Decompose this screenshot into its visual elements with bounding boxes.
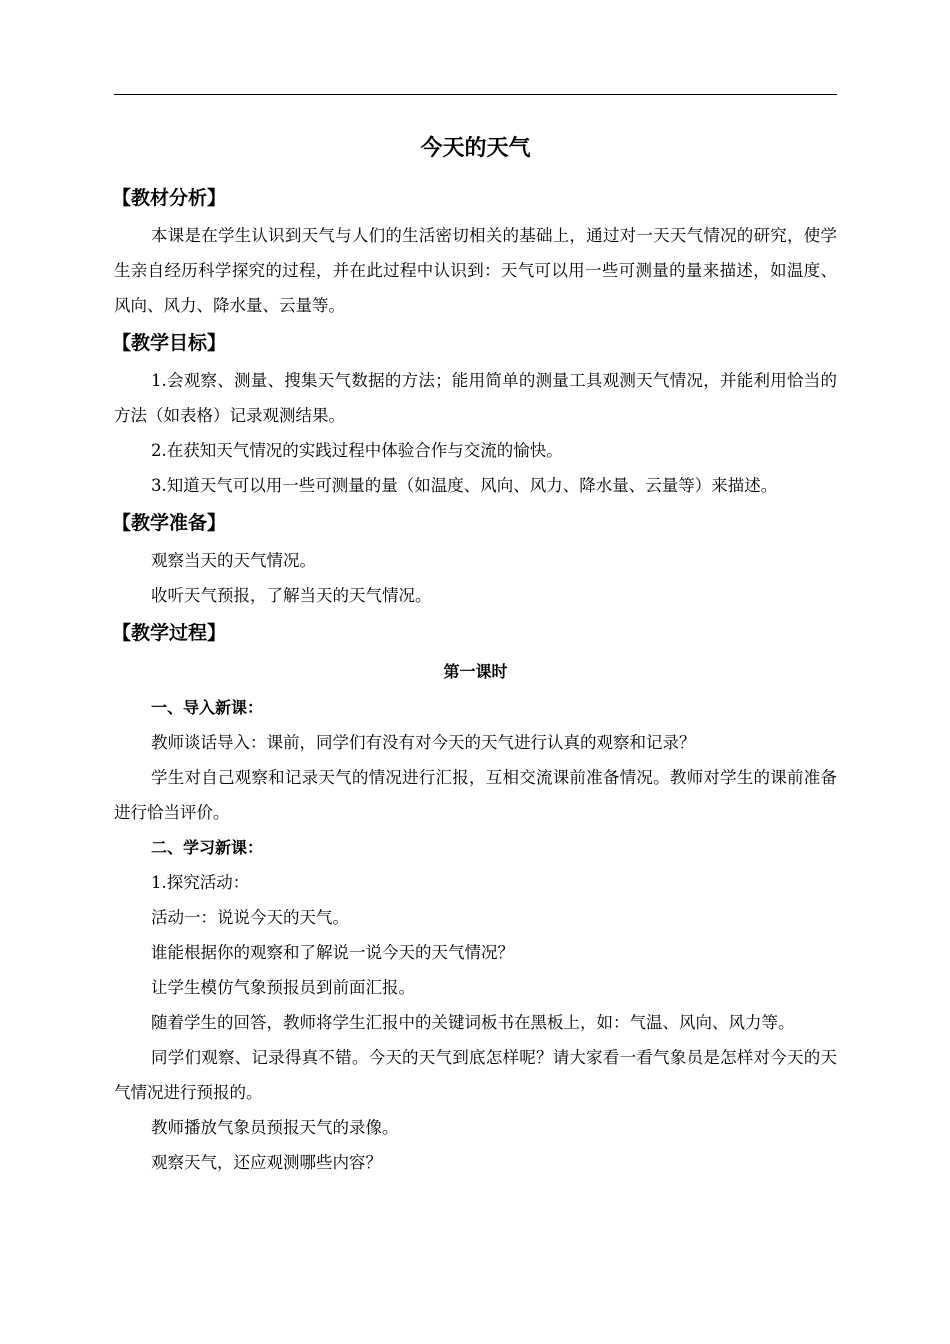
paragraph: 随着学生的回答，教师将学生汇报中的关键词板书在黑板上，如：气温、风向、风力等。 [151, 1013, 795, 1032]
section-heading-goals: 【教学目标】 [112, 332, 227, 354]
document-body [114, 178, 837, 1180]
paragraph: 谁能根据你的观察和了解说一说今天的天气情况？ [151, 943, 514, 962]
paragraph: 3.知道天气可以用一些可测量的量（如温度、风向、风力、降水量、云量等）来描述。 [151, 476, 778, 495]
paragraph: 学生对自己观察和记录天气的情况进行汇报，互相交流课前准备情况。教师对学生的课前准备进行恰当评价。 [114, 768, 837, 822]
paragraph: 活动一：说说今天的天气。 [151, 908, 349, 927]
page-title: 今天的天气 [420, 136, 531, 161]
paragraph: 2.在获知天气情况的实践过程中体验合作与交流的愉快。 [151, 441, 563, 460]
section-heading-preparation: 【教学准备】 [112, 512, 227, 534]
paragraph: 本课是在学生认识到天气与人们的生活密切相关的基础上，通过对一天天气情况的研究，使学生亲自经历科学探究的过程，并在此过程中认识到：天气可以用一些可测量的量来描述，如温度、风向、风力、降水量、云量等。 [114, 226, 837, 315]
paragraph: 同学们观察、记录得真不错。今天的天气到底怎样呢？请大家看一看气象员是怎样对今天的天气情况进行预报的。 [114, 1048, 837, 1102]
paragraph: 教师播放气象员预报天气的录像。 [151, 1118, 399, 1137]
paragraph: 观察当天的天气情况。 [151, 551, 316, 570]
paragraph: 观察天气，还应观测哪些内容？ [151, 1153, 382, 1172]
paragraph: 1.会观察、测量、搜集天气数据的方法；能用简单的测量工具观测天气情况，并能利用恰当的方法（如表格）记录观测结果。 [114, 371, 837, 425]
paragraph: 收听天气预报，了解当天的天气情况。 [151, 586, 432, 605]
paragraph: 教师谈话导入：课前，同学们有没有对今天的天气进行认真的观察和记录？ [151, 733, 696, 752]
paragraph: 让学生模仿气象预报员到前面汇报。 [151, 978, 415, 997]
section-heading-analysis: 【教材分析】 [112, 187, 227, 209]
header-rule [114, 94, 837, 95]
subheading-intro: 一、导入新课： [151, 698, 264, 717]
paragraph: 1.探究活动： [151, 873, 250, 892]
subheading-new-lesson: 二、学习新课： [151, 838, 264, 857]
lesson-label: 第一课时 [443, 662, 508, 681]
section-heading-process: 【教学过程】 [112, 622, 227, 644]
